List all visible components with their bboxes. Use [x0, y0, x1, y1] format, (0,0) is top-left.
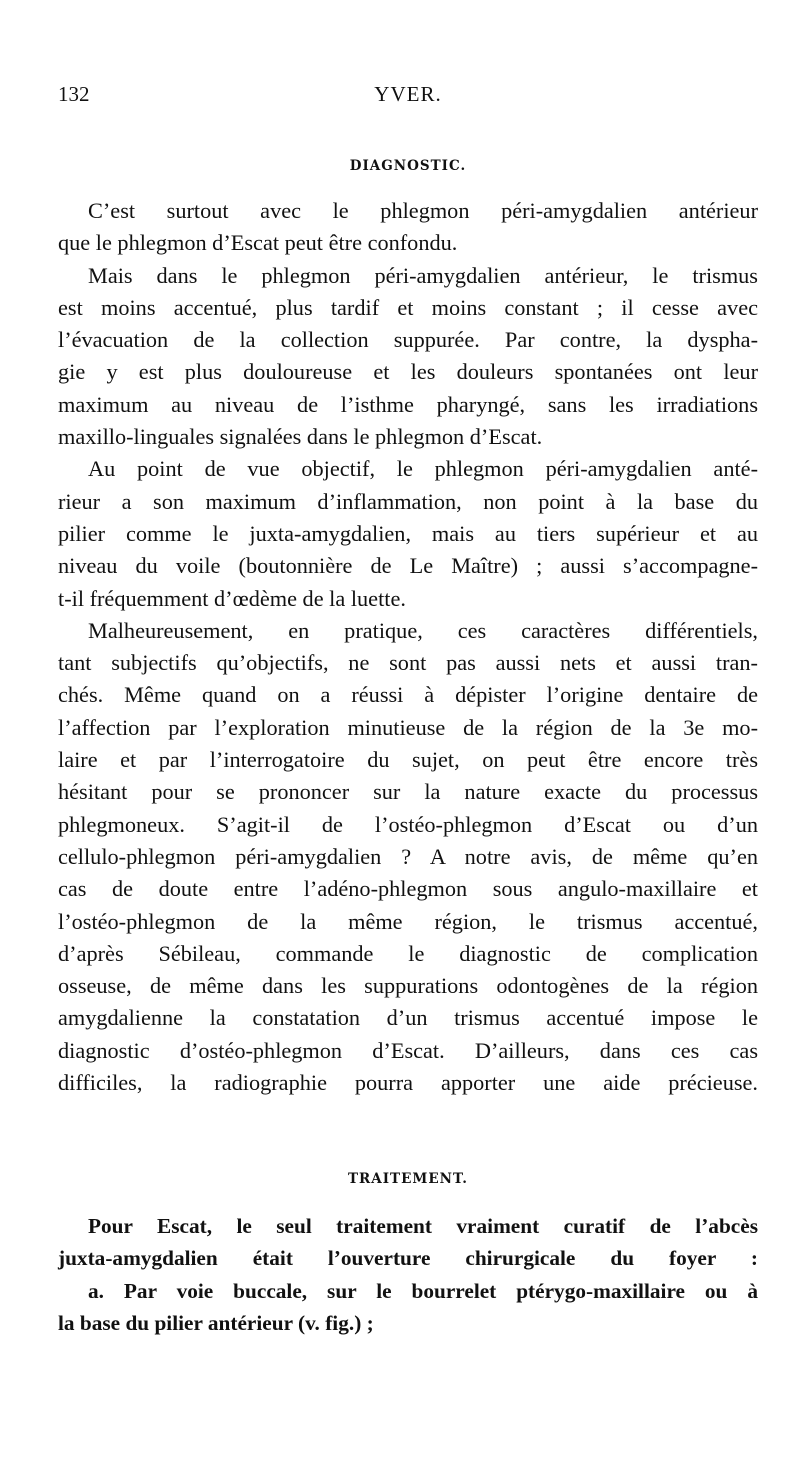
- text-line: Mais dans le phlegmon péri-amygdalien antérieur, le trismus: [88, 262, 758, 288]
- text-line: cellulo-phlegmon péri-amygdalien ? A notre avis, de même qu’en: [58, 843, 758, 869]
- text-line: difficiles, la radiographie pourra apporter une aide précieuse.: [58, 1070, 758, 1096]
- text-line: phlegmoneux. S’agit-il de l’ostéo-phlegmon d’Escat ou d’un: [58, 811, 758, 837]
- section-heading-diagnostic: DIAGNOSTIC.: [349, 158, 467, 174]
- diagnostic-text: [58, 195, 758, 1099]
- text-line: l’évacuation de la collection suppurée. Par contre, la dyspha-: [58, 327, 758, 353]
- running-head: [58, 82, 758, 112]
- text-line: osseuse, de même dans les suppurations odontogènes de la région: [58, 973, 758, 999]
- text-line: l’ostéo-phlegmon de la même région, le trismus accentué,: [58, 908, 758, 934]
- running-title: YVER.: [374, 82, 442, 106]
- text-line: amygdalienne la constatation d’un trismus accentué impose le: [58, 1005, 758, 1031]
- text-line: d’après Sébileau, commande le diagnostic de complication: [58, 940, 758, 966]
- text-line: cas de doute entre l’adéno-phlegmon sous angulo-maxillaire et: [58, 876, 758, 902]
- text-line: laire et par l’interrogatoire du sujet, on peut être encore très: [58, 747, 758, 773]
- text-line: diagnostic d’ostéo-phlegmon d’Escat. D’ailleurs, dans ces cas: [58, 1037, 758, 1063]
- text-line: juxta-amygdalien était l’ouverture chirurgicale du foyer :: [58, 1246, 758, 1271]
- text-line: a. Par voie buccale, sur le bourrelet ptérygo-maxillaire ou à: [88, 1278, 758, 1303]
- text-line: maximum au niveau de l’isthme pharyngé, sans les irradiations: [58, 391, 758, 417]
- text-line: hésitant pour se prononcer sur la nature exacte du processus: [58, 779, 758, 805]
- text-line: rieur a son maximum d’inflammation, non point à la base du: [58, 488, 758, 514]
- text-line: Malheureusement, en pratique, ces caractères différentiels,: [88, 617, 758, 643]
- text-line: t-il fréquemment d’œdème de la luette.: [58, 585, 406, 611]
- text-line: est moins accentué, plus tardif et moins constant ; il cesse avec: [58, 294, 758, 320]
- text-line: chés. Même quand on a réussi à dépister l’origine dentaire de: [58, 682, 758, 708]
- text-line: la base du pilier antérieur (v. fig.) ;: [58, 1310, 374, 1335]
- section-heading-traitement: TRAITEMENT.: [348, 1171, 468, 1187]
- text-line: Au point de vue objectif, le phlegmon péri-amygdalien anté-: [88, 456, 758, 482]
- text-line: gie y est plus douloureuse et les douleurs spontanées ont leur: [58, 359, 758, 385]
- text-line: l’affection par l’exploration minutieuse de la région de la 3e mo-: [58, 714, 758, 740]
- text-line: Pour Escat, le seul traitement vraiment curatif de l’abcès: [88, 1214, 758, 1238]
- page-number: 132: [58, 82, 90, 106]
- text-line: pilier comme le juxta-amygdalien, mais au tiers supérieur et au: [58, 520, 758, 546]
- text-line: maxillo-linguales signalées dans le phlegmon d’Escat.: [58, 424, 543, 450]
- text-line: C’est surtout avec le phlegmon péri-amygdalien antérieur: [88, 198, 758, 223]
- text-line: que le phlegmon d’Escat peut être confondu.: [58, 230, 458, 256]
- traitement-text: [58, 1210, 758, 1339]
- text-line: niveau du voile (boutonnière de Le Maître) ; aussi s’accompagne-: [58, 553, 758, 579]
- text-line: tant subjectifs qu’objectifs, ne sont pas aussi nets et aussi tran-: [58, 650, 758, 676]
